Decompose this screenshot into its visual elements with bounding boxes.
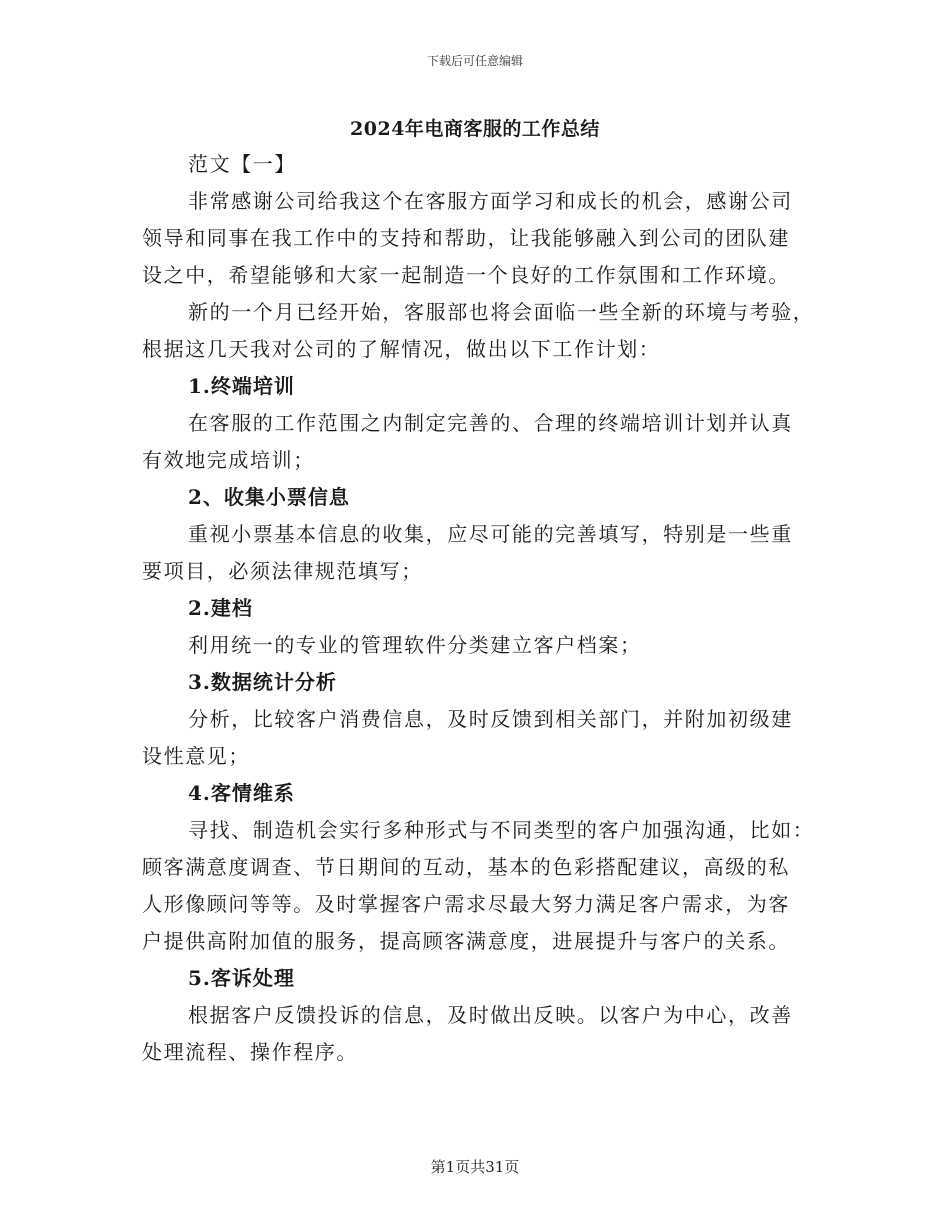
body-lines [142,183,815,1071]
body-text-line: 非常感谢公司给我这个在客服方面学习和成长的机会，感谢公司 [188,189,793,213]
section-heading: 2.建档 [188,596,253,620]
section-heading: 2、收集小票信息 [188,485,350,509]
body-text-line: 重视小票基本信息的收集，应尽可能的完善填写，特别是一些重 [188,522,793,546]
header-note: 下载后可任意编辑 [426,54,523,68]
document-title: 2024年电商客服的工作总结 [350,118,600,140]
body-text-line: 分析，比较客户消费信息，及时反馈到相关部门，并附加初级建 [188,707,793,731]
body-text-line: 在客服的工作范围之内制定完善的、合理的终端培训计划并认真 [188,411,793,435]
body-text-line: 人形像顾问等等。及时掌握客户需求尽最大努力满足客户需求，为客 [142,892,790,916]
body-text-line: 户提供高附加值的服务，提高顾客满意度，进展提升与客户的关系。 [142,929,790,953]
body-text-line: 处理流程、操作程序。 [142,1040,358,1064]
body-text-line: 新的一个月已经开始，客服部也将会面临一些全新的环境与考验， [188,300,815,324]
body-text-line: 领导和同事在我工作中的支持和帮助，让我能够融入到公司的团队建 [142,226,790,250]
body-text-line: 设性意见； [142,744,250,768]
section-heading: 5.客诉处理 [188,966,295,990]
section-heading: 1.终端培训 [188,374,295,398]
body-text-line: 顾客满意度调查、节日期间的互动，基本的色彩搭配建议，高级的私 [142,855,790,879]
body-text-line: 根据这几天我对公司的了解情况，做出以下工作计划： [142,337,661,361]
section-label: 范文【一】 [188,152,296,176]
body-text-line: 要项目，必须法律规范填写； [142,559,423,583]
body-text-line: 寻找、制造机会实行多种形式与不同类型的客户加强沟通，比如： [188,818,815,842]
section-heading: 3.数据统计分析 [188,670,337,694]
body-text-line: 根据客户反馈投诉的信息，及时做出反映。以客户为中心，改善 [188,1003,793,1027]
page-number: 第1页共31页 [430,1158,520,1176]
body-text-line: 利用统一的专业的管理软件分类建立客户档案； [188,633,642,657]
body-text-line: 设之中，希望能够和大家一起制造一个良好的工作氛围和工作环境。 [142,263,790,287]
document-body [142,146,815,1071]
body-text-line: 有效地完成培训； [142,448,315,472]
section-heading: 4.客情维系 [188,781,295,805]
